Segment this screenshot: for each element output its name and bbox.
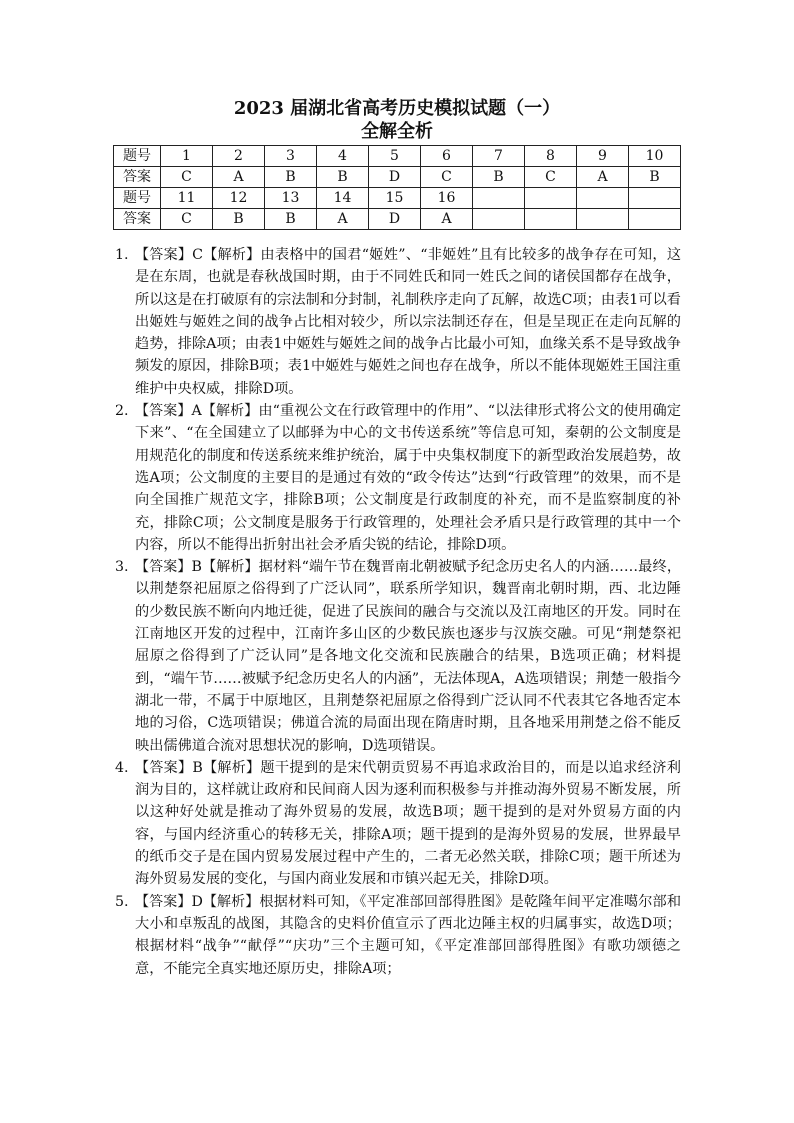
analysis-tag: 【解析】	[203, 247, 261, 263]
table-cell: B	[473, 167, 525, 188]
table-row	[114, 146, 681, 167]
row-label-number: 题号	[114, 188, 161, 209]
table-cell: C	[421, 167, 473, 188]
table-row	[114, 188, 681, 209]
analysis-tag: 【解析】	[202, 759, 261, 776]
table-cell: 3	[265, 146, 317, 167]
answer-letter: D	[191, 893, 203, 910]
answer-table	[113, 145, 681, 230]
table-cell: 7	[473, 146, 525, 167]
item-number: 5.	[115, 893, 129, 910]
answer-letter: B	[192, 759, 203, 776]
table-cell: 8	[525, 146, 577, 167]
answer-letter: A	[191, 403, 202, 420]
item-number: 1.	[115, 247, 129, 263]
analysis-text: 根据材料可知，《平定准部回部得胜图》是乾隆年间平定准噶尔部和大小和卓叛乱的战图，其隐含的史料价值宣示了西北边陲主权的归属事实，故选D项；根据材料“战争”“献俘”“庆功”三个主题可知，《平定准部回部得胜图》有歌功颂德之意，不能完全真实地还原历史，排除A项；	[135, 893, 682, 977]
table-cell: 2	[213, 146, 265, 167]
table-cell: 11	[161, 188, 213, 209]
table-cell: A	[577, 167, 629, 188]
document-title: 2023 届湖北省高考历史模拟试题（一）	[233, 98, 561, 119]
analysis-tag: 【解析】	[201, 403, 259, 420]
answer-letter: C	[192, 247, 203, 263]
table-row	[114, 167, 681, 188]
explanation-item	[115, 757, 681, 891]
explanations	[115, 244, 681, 980]
table-cell: 14	[317, 188, 369, 209]
answer-tag: 【答案】	[135, 403, 192, 420]
table-cell	[577, 209, 629, 230]
analysis-tag: 【解析】	[201, 559, 259, 576]
explanation-item	[115, 891, 681, 980]
table-cell: B	[317, 167, 369, 188]
table-cell	[473, 188, 525, 209]
table-cell: B	[265, 209, 317, 230]
answer-tag: 【答案】	[135, 759, 193, 776]
item-number: 4.	[115, 759, 129, 776]
analysis-text: 由“重视公文在行政管理中的作用”、“以法律形式将公文的使用确定下来”、“在全国建立了以邮驿为中心的文书传送系统”等信息可知，秦朝的公文制度是用规范化的制度和传送系统来维护统治，属于中央集权制度下的新型政治发展趋势，故选A项；公文制度的主要目的是通过有效的“政令传达”达到“行政管理”的效果，而不是向全国推广规范文字，排除B项；公文制度是行政制度的补充，而不是监察制度的补充，排除C项；公文制度是服务于行政管理的，处理社会矛盾只是行政管理的其中一个内容，所以不能得出折射出社会矛盾尖锐的结论，排除D项。	[135, 403, 682, 553]
analysis-tag: 【解析】	[202, 893, 260, 910]
table-cell: B	[213, 209, 265, 230]
table-cell	[577, 188, 629, 209]
table-cell: 10	[629, 146, 681, 167]
row-label-number: 题号	[114, 146, 161, 167]
answer-tag: 【答案】	[135, 559, 192, 576]
analysis-text: 由表格中的国君“姬姓”、“非姬姓”且有比较多的战争存在可知，这是在东周，也就是春秋战国时期，由于不同姓氏和同一姓氏之间的诸侯国都存在战争，所以这是在打破原有的宗法制和分封制，礼制秩序走向了瓦解，故选C项；由表1可以看出姬姓与姬姓之间的战争占比相对较少，所以宗法制还存在，但是呈现正在走向瓦解的趋势，排除A项；由表1中姬姓与姬姓之间的战争占比最小可知，血缘关系不是导致战争频发的原因，排除B项；表1中姬姓与姬姓之间也存在战争，所以不能体现姬姓王国注重维护中央权威，排除D项。	[135, 247, 682, 397]
table-cell	[525, 209, 577, 230]
table-cell: 9	[577, 146, 629, 167]
table-cell: 1	[161, 146, 213, 167]
answer-tag: 【答案】	[135, 893, 192, 910]
table-cell: 6	[421, 146, 473, 167]
analysis-text: 据材料“端午节在魏晋南北朝被赋予纪念历史名人的内涵……最终，以荆楚祭祀屈原之俗得到了广泛认同”，联系所学知识，魏晋南北朝时期，西、北边陲的少数民族不断向内地迁徙，促进了民族间的融合与交流以及江南地区的开发。同时在江南地区开发的过程中，江南许多山区的少数民族也逐步与汉族交融。可见“荆楚祭祀屈原之俗得到了广泛认同”是各地文化交流和民族融合的结果，B选项正确；材料提到，“端午节……被赋予纪念历史名人的内涵”，无法体现A，A选项错误；荆楚一般指今湖北一带，不属于中原地区，且荆楚祭祀屈原之俗得到广泛认同不代表其它各地否定本地的习俗，C选项错误；佛道合流的局面出现在隋唐时期，且各地采用荆楚之俗不能反映出儒佛道合流对思想状况的影响，D选项错误。	[135, 559, 682, 754]
table-cell: 15	[369, 188, 421, 209]
table-cell	[629, 209, 681, 230]
table-cell	[473, 209, 525, 230]
table-cell: C	[525, 167, 577, 188]
answer-tag: 【答案】	[135, 247, 193, 263]
explanation-item	[115, 244, 681, 400]
answer-letter: B	[191, 559, 202, 576]
table-cell	[629, 188, 681, 209]
item-number: 2.	[115, 403, 129, 420]
explanation-item	[115, 400, 681, 556]
table-cell: B	[265, 167, 317, 188]
row-label-answer: 答案	[114, 167, 161, 188]
table-cell: 16	[421, 188, 473, 209]
analysis-text: 题干提到的是宋代朝贡贸易不再追求政治目的，而是以追求经济利润为目的，这样就让政府和民间商人因为逐利而积极参与并推动海外贸易不断发展，所以这种好处就是推动了海外贸易的发展，故选B项；题干提到的是对外贸易方面的内容，与国内经济重心的转移无关，排除A项；题干提到的是海外贸易的发展，世界最早的纸币交子是在国内贸易发展过程中产生的，二者无必然关联，排除C项；题干所述为海外贸易发展的变化，与国内商业发展和市镇兴起无关，排除D项。	[135, 759, 681, 888]
table-cell: A	[421, 209, 473, 230]
item-number: 3.	[115, 559, 129, 576]
row-label-answer: 答案	[114, 209, 161, 230]
table-cell: B	[629, 167, 681, 188]
table-cell: 4	[317, 146, 369, 167]
table-cell	[525, 188, 577, 209]
document-subtitle: 全解全析	[361, 121, 433, 142]
table-cell: 13	[265, 188, 317, 209]
table-cell: D	[369, 167, 421, 188]
table-cell: C	[161, 209, 213, 230]
table-cell: C	[161, 167, 213, 188]
explanation-item	[115, 556, 681, 757]
table-cell: D	[369, 209, 421, 230]
table-cell: 5	[369, 146, 421, 167]
table-row	[114, 209, 681, 230]
table-cell: A	[213, 167, 265, 188]
table-cell: A	[317, 209, 369, 230]
table-cell: 12	[213, 188, 265, 209]
